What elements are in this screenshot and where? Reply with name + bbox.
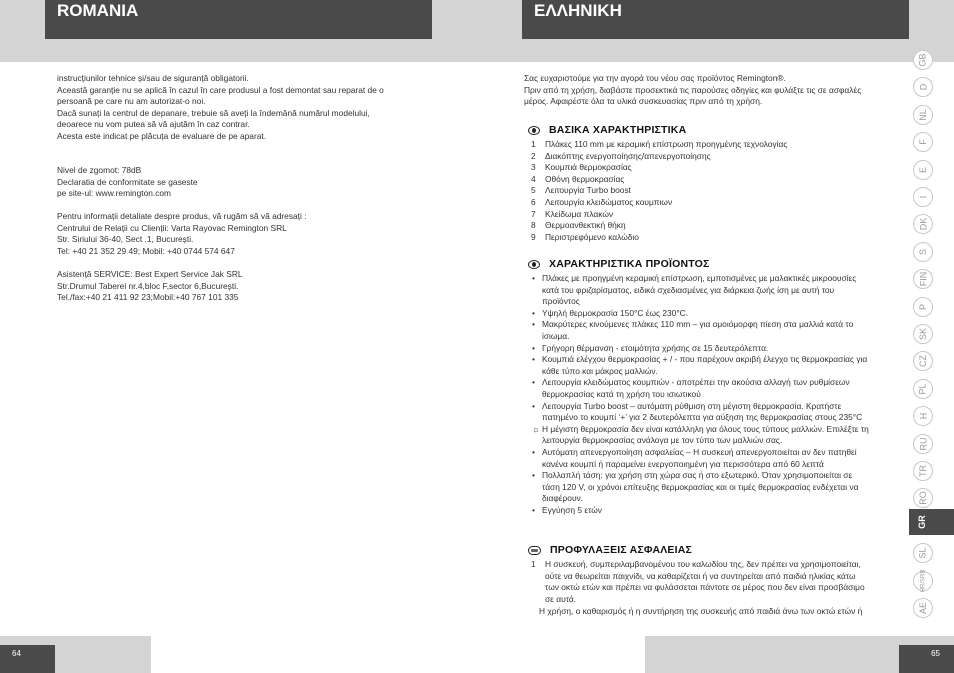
list-marker <box>528 285 542 297</box>
language-tab-gb[interactable] <box>913 50 933 70</box>
list-marker: • <box>532 319 535 330</box>
warning-icon <box>528 546 541 555</box>
language-tab-label: PL <box>917 383 928 395</box>
list-text: Κουμπιά ελέγχου θερμοκρασίας + / - που παρέχουν ακριβή έλεγχο τις θερμοκρασίας για <box>542 354 868 365</box>
list-text: κανένα κουμπί ή παραμείνει ενεργοποιημένη για περισσότερα από 60 λεπτά <box>542 458 824 469</box>
list-item <box>528 447 869 459</box>
list-text: Λειτουργία κλειδώματος κουμπιών - αποτρέπει την ακούσια αλλαγή των ρυθμίσεων <box>542 377 850 388</box>
text-line: Acesta este indicat pe plăcuța de evaluare de pe aparat. <box>57 130 267 141</box>
eye-icon <box>528 126 540 135</box>
language-tab-pl[interactable] <box>913 379 933 399</box>
list-item <box>531 559 865 571</box>
list-marker <box>528 331 542 343</box>
list-text: κάθε τύπο και μάκρος μαλλιών. <box>542 365 658 376</box>
language-tab-e[interactable] <box>913 160 933 180</box>
language-tab-label: RO <box>918 491 928 506</box>
language-tab-p[interactable] <box>913 297 933 317</box>
list-text: Θερμοανθεκτική θήκη <box>545 220 626 231</box>
list-item <box>528 331 869 343</box>
list-item <box>531 220 787 232</box>
list-marker: ☼ <box>532 423 540 434</box>
page-title-romania: ROMANIA <box>45 0 432 39</box>
language-tab-label: GB <box>917 53 928 67</box>
list-marker: • <box>532 377 535 388</box>
list-item <box>531 209 787 221</box>
language-tab-f[interactable] <box>913 132 933 152</box>
safety-last-line: Η χρήση, ο καθαρισμός ή η συντήρηση της συσκευής από παιδιά άνω των οκτώ ετών ή <box>539 606 863 616</box>
language-tab-s[interactable] <box>913 242 933 262</box>
text-line: Nivel de zgomot: 78dB <box>57 165 142 175</box>
list-marker <box>528 296 542 308</box>
list-text: Εγγύηση 5 ετών <box>542 504 602 515</box>
features-heading-text: ΒΑΣΙΚΑ ΧΑΡΑΚΤΗΡΙΣΤΙΚΑ <box>549 124 687 136</box>
text-line: deoarece nu vom putea să vă ajutăm în caz contrar. <box>57 119 250 130</box>
language-tab-i[interactable] <box>913 187 933 207</box>
list-item <box>528 319 869 331</box>
list-text: προϊόντος <box>542 296 580 307</box>
list-marker: 1 <box>531 139 536 149</box>
language-tab-fin[interactable] <box>913 269 933 289</box>
list-marker <box>528 482 542 494</box>
features-heading <box>528 123 686 137</box>
list-marker <box>528 366 542 378</box>
language-tab-label: RU <box>918 437 928 451</box>
page-title-greek: ΕΛΛΗΝΙΚΗ <box>522 0 909 39</box>
list-item <box>528 366 869 378</box>
text-line: Această garanție nu se aplică în cazul în care produsul a fost demontat sau reparat de o <box>57 84 384 95</box>
list-item <box>531 594 865 606</box>
language-tab-tr[interactable] <box>913 461 933 481</box>
language-tab-label: E <box>917 166 928 173</box>
language-tab-ru[interactable] <box>913 434 933 454</box>
list-item <box>528 389 869 401</box>
list-marker: • <box>532 400 535 411</box>
text-line: persoană pe care nu am autorizat-o noi. <box>57 96 206 107</box>
list-marker: • <box>532 307 535 318</box>
list-text: λειτουργία θερμοκρασίας ανάλογα με τον τύπο των μαλλιών σας. <box>542 435 783 446</box>
list-marker <box>531 582 545 594</box>
service-info <box>57 269 243 304</box>
language-tab-sk[interactable] <box>913 324 933 344</box>
list-text: Λειτουργία κλειδώματος κουμπιων <box>545 196 673 207</box>
list-item <box>531 232 787 244</box>
list-marker: 8 <box>531 220 536 231</box>
text-line: Tel: +40 21 352 29 49; Mobil: +40 0744 574 647 <box>57 245 235 256</box>
list-item <box>528 493 869 505</box>
language-tab-h[interactable] <box>913 406 933 426</box>
text-line: Str. Siriului 36-40, Sect .1, București. <box>57 234 194 245</box>
list-text: Λειτουργία Turbo boost <box>545 185 631 196</box>
list-item <box>528 377 869 389</box>
greek-intro <box>524 73 861 108</box>
language-tab-label: NL <box>917 109 928 121</box>
language-tab-gr[interactable] <box>909 509 954 535</box>
list-marker: 2 <box>531 150 536 161</box>
language-tab-label: S <box>917 248 928 255</box>
language-tab-cz[interactable] <box>913 351 933 371</box>
eye-icon <box>528 260 540 269</box>
list-text: των οκτώ ετών και πρέπει να φυλάσσεται πάντοτε σε μέρος που δεν είναι προσβάσιμο <box>545 582 865 593</box>
list-marker: 4 <box>531 173 536 184</box>
list-marker <box>528 435 542 447</box>
list-item <box>528 401 869 413</box>
list-item <box>528 285 869 297</box>
list-text: Λειτουργία Turbo boost – αυτόματη ρύθμιση στη μέγιστη θερμοκρασία. Κρατήστε <box>542 400 842 411</box>
language-tab-label: I <box>917 195 928 199</box>
list-text: Γρήγορη θέρμανση - ετοιμότητα χρήσης σε 15 δευτερόλεπτα. <box>542 342 769 353</box>
list-item <box>531 139 787 151</box>
features-list <box>531 139 787 243</box>
list-item <box>531 197 787 209</box>
list-text: Πολλαπλή τάση: για χρήση στη χώρα σας ή στο εξωτερικό. Όταν χρησιμοποιείται σε <box>542 470 853 481</box>
list-item <box>531 185 787 197</box>
list-text: κατά του φριζαρίσματος, ειδικά σχεδιασμένες για διάρκεια ζωής ίση με αυτή του <box>542 284 835 295</box>
language-tab-label: P <box>917 303 928 310</box>
list-marker <box>528 412 542 424</box>
language-tab-label: SK <box>917 327 928 341</box>
list-marker <box>528 389 542 401</box>
text-line: instrucțiunilor tehnice și/sau de siguranță obligatorii. <box>57 73 249 83</box>
list-item <box>528 308 869 320</box>
list-marker: • <box>532 273 535 283</box>
language-tab-label: CZ <box>918 355 928 368</box>
list-marker <box>531 594 545 606</box>
list-text: Μακρύτερες κινούμενες πλάκες 110 mm – για ομοιόμορφη πίεση στα μαλλιά κατά το <box>542 319 854 330</box>
product-list <box>528 273 869 516</box>
list-text: θερμοκρασίας κατά τη χρήση του ισιωτικού <box>542 388 701 399</box>
list-text: Αυτόματη απενεργοποίηση ασφαλείας – Η συσκευή απενεργοποιείται αν δεν πατηθεί <box>542 446 857 457</box>
list-text: Διακόπτης ενεργοποίησης/απενεργοποίησης <box>545 150 711 161</box>
language-tab-label: SL <box>917 547 928 559</box>
text-line: Πριν από τη χρήση, διαβάστε προσεκτικά τις παρούσες οδηγίες και φυλάξτε τις σε ασφαλές <box>524 84 862 95</box>
safety-list <box>531 559 865 605</box>
list-text: ίσιωμα. <box>542 330 570 341</box>
language-tab-label: TR <box>918 465 928 477</box>
list-marker: 3 <box>531 162 536 173</box>
list-marker: 7 <box>531 208 536 219</box>
list-text: Η συσκευή, συμπεριλαμβανομένου του καλωδίου της, δεν πρέπει να χρησιμοποιείται, <box>545 559 861 569</box>
list-item <box>528 482 869 494</box>
list-text: πατημένο το κουμπί ‘+’ για 2 δευτερόλεπτα για αύξηση της θερμοκρασίας στους 235°C <box>542 412 863 423</box>
language-tab-dk[interactable] <box>913 214 933 234</box>
list-text: ούτε να θεωρείται παιχνίδι, να καθαρίζεται ή να συντηρείται από παιδιά ηλικίας κάτω <box>545 570 856 581</box>
list-text: Οθόνη θερμοκρασίας <box>545 173 625 184</box>
list-text: Περιστρεφόμενο καλώδιο <box>545 231 639 242</box>
safety-heading-text: ΠΡΟΦΥΛΑΞΕΙΣ ΑΣΦΑΛΕΙΑΣ <box>550 544 693 556</box>
list-marker <box>531 571 545 583</box>
list-item <box>528 354 869 366</box>
list-item <box>531 151 787 163</box>
list-marker <box>528 493 542 505</box>
contact-info <box>57 211 307 257</box>
list-marker: • <box>532 342 535 353</box>
list-text: διαφέρουν. <box>542 493 584 504</box>
text-line: pe site-ul: www.remington.com <box>57 188 172 199</box>
language-tab-label: HR/SRB <box>920 569 927 592</box>
list-item <box>528 412 869 424</box>
list-marker: • <box>532 354 535 365</box>
list-item <box>528 435 869 447</box>
language-tab-label: DK <box>917 218 928 231</box>
product-heading <box>528 257 710 271</box>
language-tab-label: H <box>918 412 928 420</box>
list-item <box>528 505 869 517</box>
product-heading-text: ΧΑΡΑΚΤΗΡΙΣΤΙΚΑ ΠΡΟΪΟΝΤΟΣ <box>549 258 710 270</box>
list-marker: • <box>532 446 535 457</box>
language-tab-hr-srb[interactable] <box>913 571 933 591</box>
text-line: Centrului de Relații cu Clienții: Varta Rayovac Remington SRL <box>57 222 287 233</box>
list-marker <box>528 459 542 471</box>
noise-info <box>57 165 198 200</box>
list-item <box>531 162 787 174</box>
text-line: Str.Drumul Taberei nr.4,bloc F,sector 6,București. <box>57 280 239 291</box>
list-marker: • <box>532 504 535 515</box>
list-item <box>528 343 869 355</box>
list-item <box>531 571 865 583</box>
text-line: Dacă sunați la centrul de depanare, trebuie să aveți la îndemână numărul modelului, <box>57 107 370 118</box>
language-tab-label: D <box>918 84 928 91</box>
text-line: Σας ευχαριστούμε για την αγορά του νέου σας προϊόντος Remington®. <box>524 73 786 83</box>
list-item <box>528 459 869 471</box>
list-text: τάση 120 V, οι χρόνοι επίτευξης θερμοκρασίας και οι τιμές θερμοκρασίας ενδέχεται να <box>542 481 859 492</box>
list-text: Πλάκες με προηγμένη κεραμική επίστρωση, εμποτισμένες με μαλακτικές μικροουσίες <box>542 273 857 283</box>
list-item <box>531 582 865 594</box>
language-tab-label: GR <box>916 515 927 529</box>
list-item <box>531 174 787 186</box>
list-text: Κουμπιά θερμοκρασίας <box>545 162 632 173</box>
list-item <box>528 273 869 285</box>
list-marker: 6 <box>531 196 536 207</box>
safety-heading <box>528 543 692 557</box>
list-text: σε αυτά. <box>545 593 577 604</box>
list-marker: 1 <box>531 559 536 569</box>
list-marker: 5 <box>531 185 536 196</box>
list-text: Πλάκες 110 mm με κεραμική επίστρωση προηγμένης τεχνολογίας <box>545 139 788 149</box>
language-tab-label: AE <box>917 601 928 615</box>
list-text: Κλείδωμα πλακών <box>545 208 614 219</box>
text-line: Pentru informații detaliate despre produs, vă rugăm să vă adresați : <box>57 211 307 221</box>
text-line: Tel./fax:+40 21 411 92 23;Mobil:+40 767 101 335 <box>57 292 239 303</box>
language-tab-label: FIN <box>918 271 928 287</box>
list-marker: 9 <box>531 231 536 242</box>
text-line: Asistență SERVICE: Best Expert Service Jak SRL <box>57 269 243 279</box>
language-tab-ro[interactable] <box>913 488 933 508</box>
text-line: μέρος. Αφαιρέστε όλα τα υλικά συσκευασίας πριν από τη χρήση. <box>524 96 763 107</box>
text-line: Declaratia de conformitate se gaseste <box>57 176 198 187</box>
language-tab-ae[interactable] <box>913 598 933 618</box>
language-tab-sl[interactable] <box>913 543 933 563</box>
list-item <box>528 470 869 482</box>
list-marker: • <box>532 470 535 481</box>
list-text: Η μέγιστη θερμοκρασία δεν είναι κατάλληλη για όλους τους τύπους μαλλιών. Επιλέξτε τη <box>542 423 869 434</box>
language-tab-d[interactable] <box>913 77 933 97</box>
language-tab-label: F <box>918 139 928 145</box>
list-item <box>528 424 869 436</box>
list-text: Υψηλή θερμοκρασία 150°C έως 230°C. <box>542 307 689 318</box>
page-number-right: 65 <box>899 645 954 673</box>
page-number-left: 64 <box>0 645 55 673</box>
language-tab-nl[interactable] <box>913 105 933 125</box>
list-item <box>528 296 869 308</box>
left-body <box>57 73 384 143</box>
